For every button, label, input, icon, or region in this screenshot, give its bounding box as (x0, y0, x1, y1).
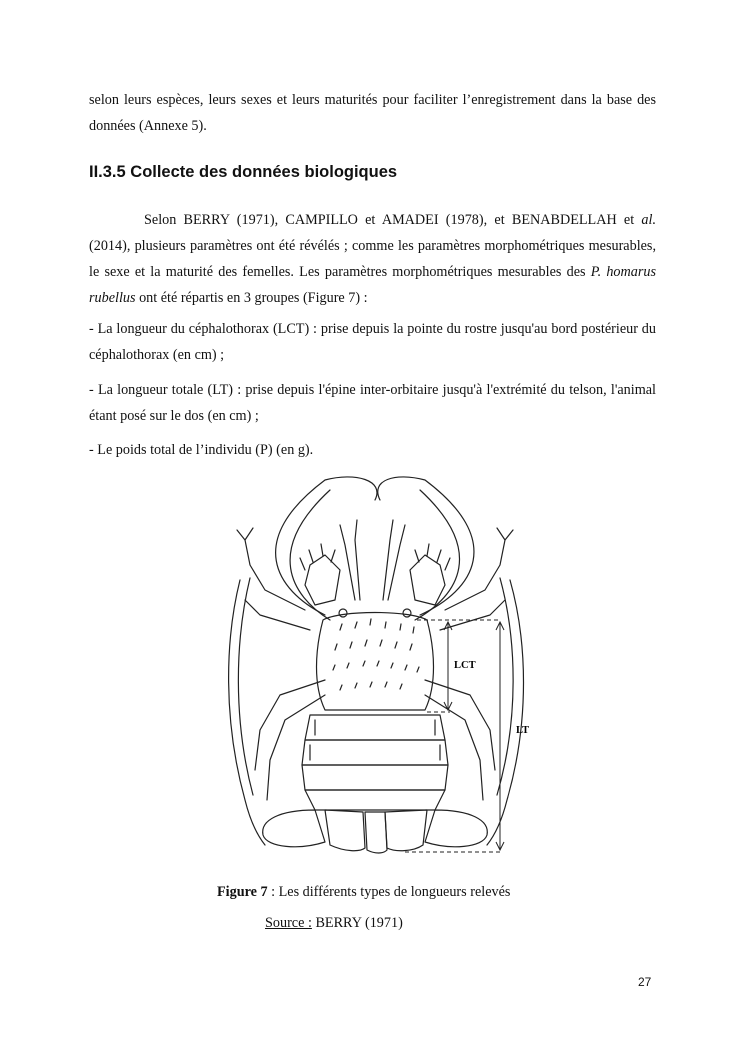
paragraph-text: ont été répartis en 3 groupes (Figure 7) : (135, 290, 368, 306)
figure-number: Figure 7 (217, 884, 268, 900)
figure-caption (217, 884, 510, 901)
source-label: Source : (265, 915, 312, 931)
measurement-lines (405, 620, 504, 852)
italic-text: al. (641, 212, 656, 228)
lct-label: LCT (454, 660, 476, 671)
page-number: 27 (638, 975, 652, 989)
paragraph-continuation: selon leurs espèces, leurs sexes et leurs maturités pour faciliter l’enregistrement dans la base des données (Annexe 5). (89, 92, 656, 134)
figure-source (265, 915, 403, 932)
lobster-figure (205, 470, 545, 865)
paragraph-methods (89, 207, 656, 311)
lobster-drawing (229, 477, 524, 853)
bullet-lct: - La longueur du céphalothorax (LCT) : prise depuis la pointe du rostre jusqu'au bord postérieur du céphalothorax (en cm) ; (89, 321, 656, 363)
bullet-lt: - La longueur totale (LT) : prise depuis l'épine inter-orbitaire jusqu'à l'extrémité du telson, l'animal étant posé sur le dos (en cm) ; (89, 382, 656, 424)
section-heading: II.3.5 Collecte des données biologiques (89, 163, 398, 181)
species-name: P. homarus rubellus (89, 264, 657, 306)
bullet-weight: - Le poids total de l’individu (P) (en g). (89, 442, 314, 458)
lt-label: LT (516, 725, 530, 736)
paragraph-text: Selon BERRY (1971), CAMPILLO et AMADEI (1978), et BENABDELLAH et (144, 212, 642, 228)
source-text: BERRY (1971) (311, 915, 403, 931)
paragraph-text: (2014), plusieurs paramètres ont été révélés ; comme les paramètres morphométriques mesurables, le sexe et la maturité des femelles. Les paramètres morphométriques mesurables des (89, 238, 656, 280)
caption-text: : Les différents types de longueurs relevés (267, 884, 511, 900)
